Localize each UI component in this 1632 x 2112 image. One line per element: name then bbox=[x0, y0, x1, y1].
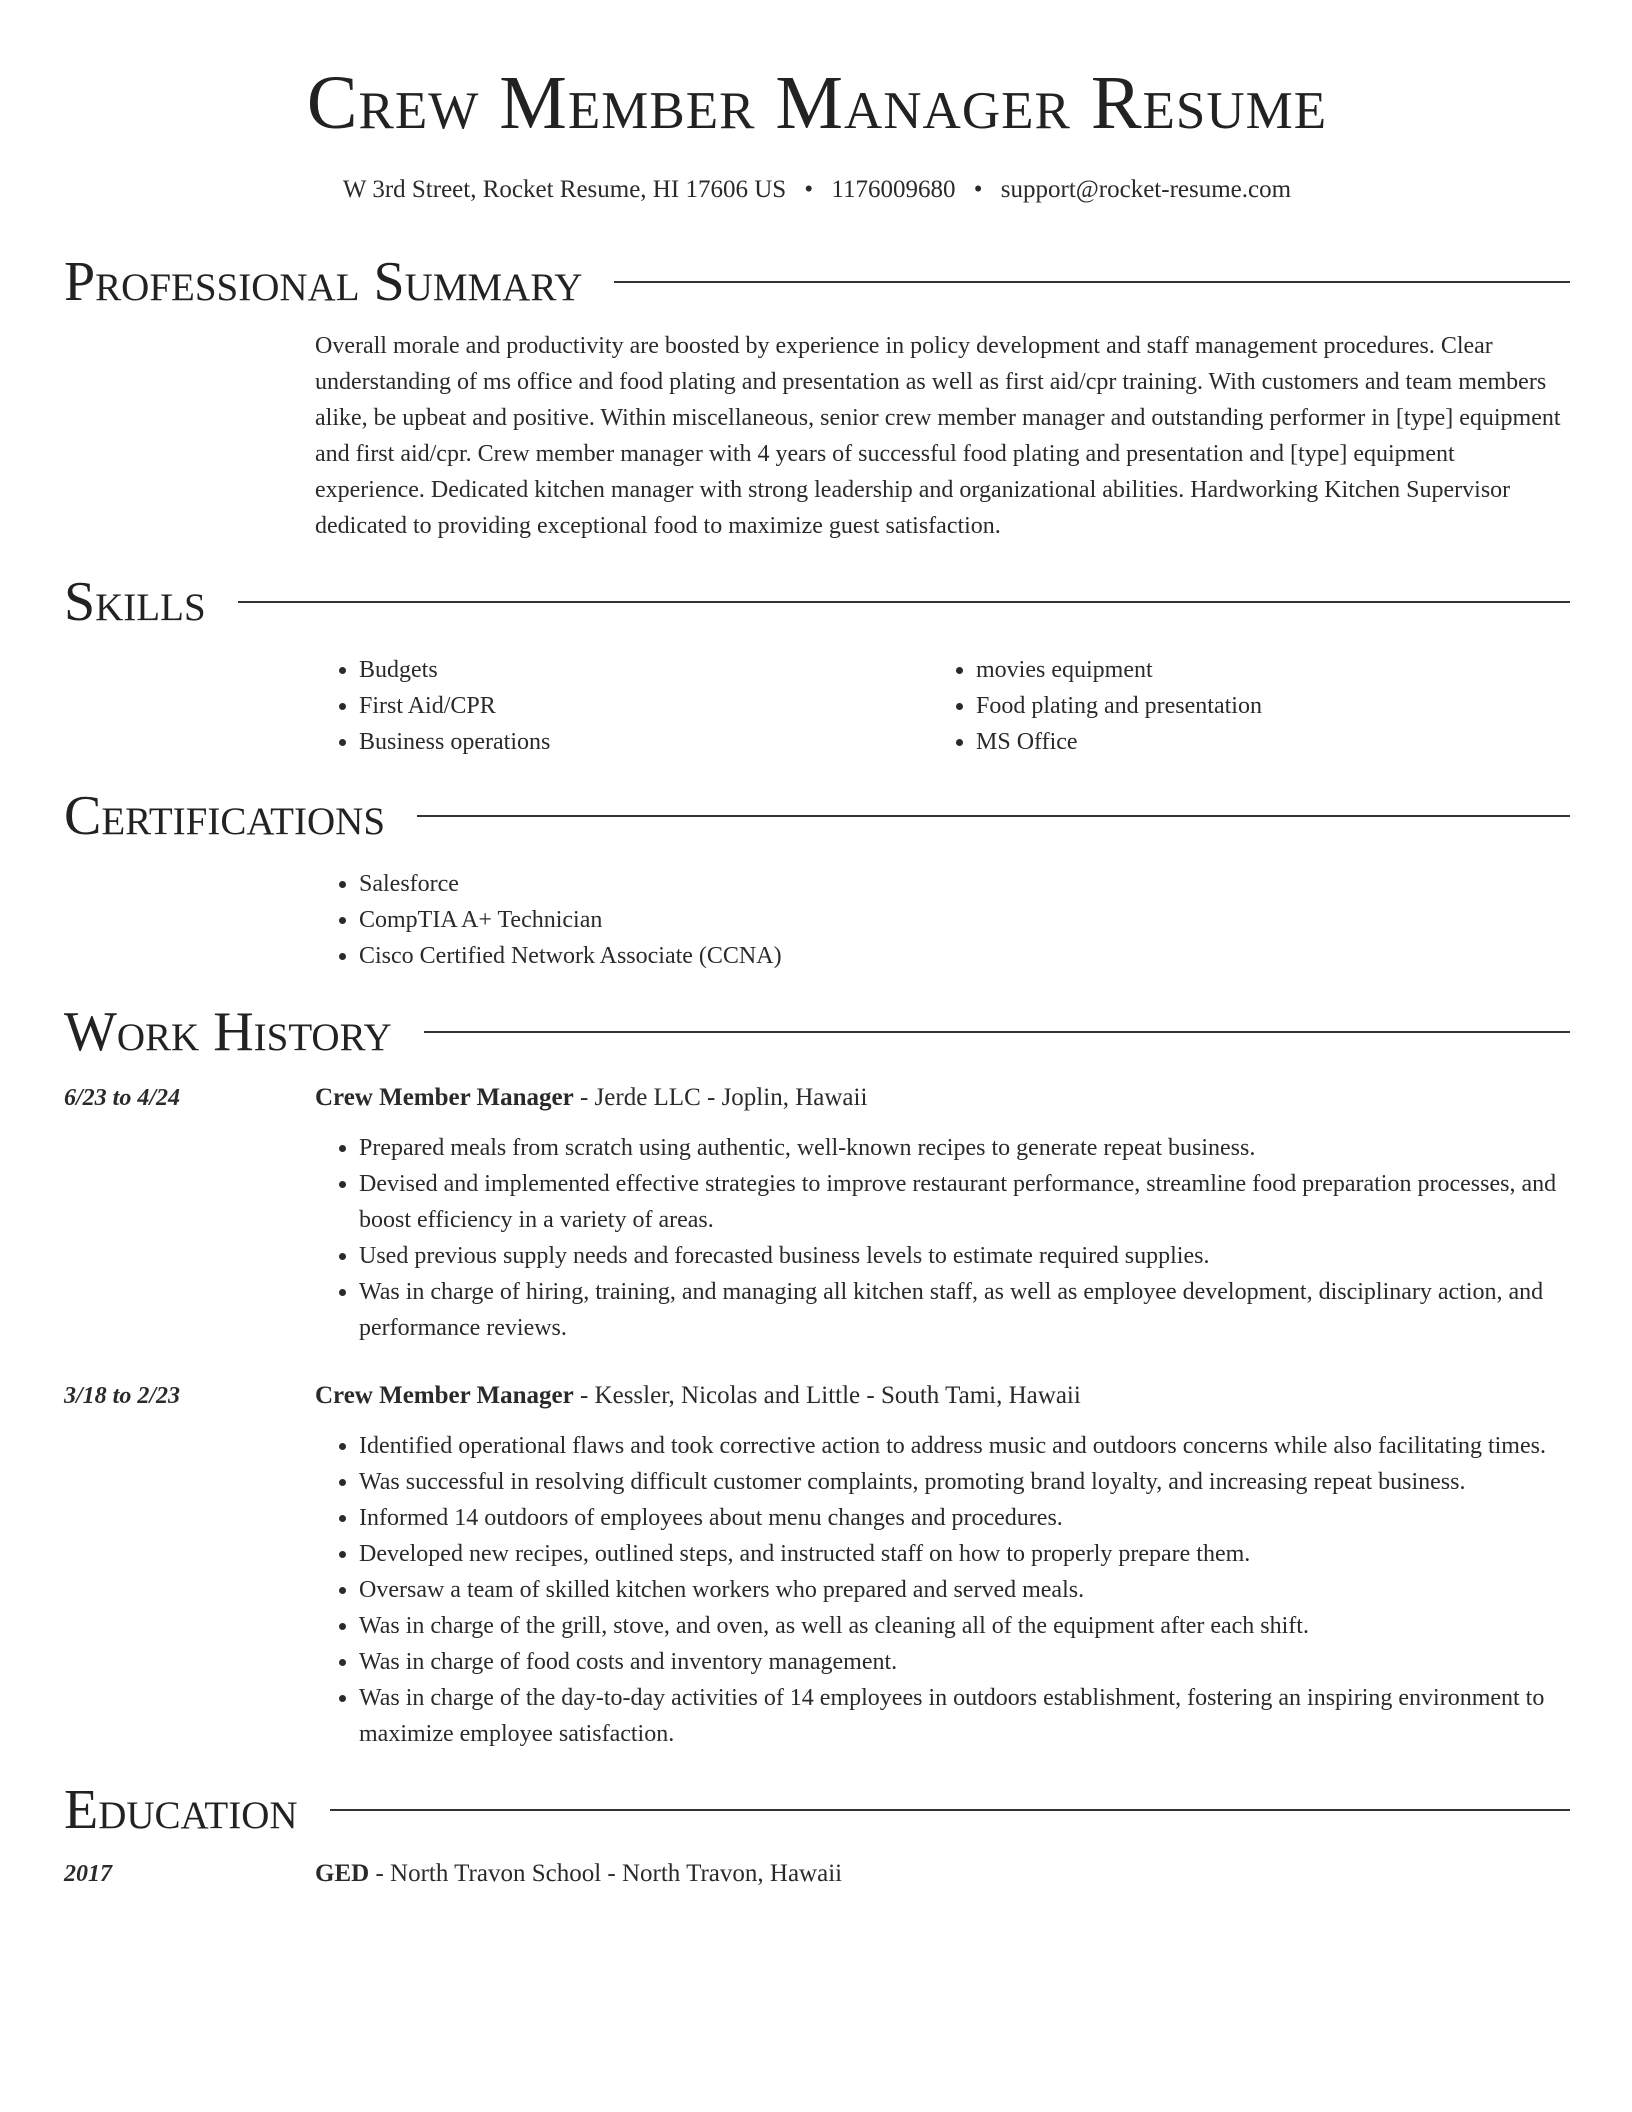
resume-page bbox=[64, 0, 1570, 1892]
job-main bbox=[315, 1080, 1570, 1346]
section-heading-certifications bbox=[64, 784, 1570, 848]
section-title: Professional Summary bbox=[64, 251, 583, 313]
job-bullet: • Was in charge of the grill, stove, and oven, as well as cleaning all of the equipment after each shift. bbox=[359, 1608, 1570, 1644]
section-heading-work-history bbox=[64, 1000, 1570, 1064]
education-entry bbox=[64, 1856, 1570, 1892]
contact-line bbox=[64, 174, 1570, 206]
section-divider bbox=[417, 815, 1570, 817]
job-bullet: • Devised and implemented effective strategies to improve restaurant performance, streamline food preparation processes, and boost efficiency in a variety of areas. bbox=[359, 1166, 1570, 1238]
education-heading bbox=[315, 1856, 1570, 1892]
job-dates: 3/18 to 2/23 bbox=[64, 1383, 181, 1409]
education-degree: GED bbox=[315, 1860, 370, 1887]
skill-item: • MS Office bbox=[976, 724, 1549, 760]
job-details: - Jerde LLC - Joplin, Hawaii bbox=[573, 1084, 868, 1111]
education-main bbox=[315, 1856, 1570, 1892]
skill-item: • Food plating and presentation bbox=[976, 688, 1549, 724]
skill-item: • movies equipment bbox=[976, 652, 1549, 688]
skill-item: • Business operations bbox=[359, 724, 932, 760]
section-heading-education bbox=[64, 1778, 1570, 1842]
certifications-section bbox=[315, 866, 1570, 974]
job-bullet: • Was in charge of food costs and inventory management. bbox=[359, 1644, 1570, 1680]
section-title: Education bbox=[64, 1779, 298, 1841]
certification-item: • Cisco Certified Network Associate (CCNA) bbox=[359, 938, 1570, 974]
job-title: Crew Member Manager bbox=[315, 1084, 574, 1111]
job-heading bbox=[315, 1080, 1570, 1116]
education-year: 2017 bbox=[64, 1861, 112, 1887]
job-bullet: • Oversaw a team of skilled kitchen workers who prepared and served meals. bbox=[359, 1572, 1570, 1608]
job-bullet: • Was successful in resolving difficult customer complaints, promoting brand loyalty, and increasing repeat business. bbox=[359, 1464, 1570, 1500]
resume-header bbox=[64, 0, 1570, 206]
section-divider bbox=[330, 1809, 1570, 1811]
education-details: - North Travon School - North Travon, Hawaii bbox=[369, 1860, 843, 1887]
job-entry bbox=[64, 1080, 1570, 1346]
section-title: Skills bbox=[64, 571, 206, 633]
skill-item: • Budgets bbox=[359, 652, 932, 688]
section-divider bbox=[238, 601, 1570, 603]
skills-grid bbox=[315, 652, 1570, 760]
section-heading-summary bbox=[64, 250, 1570, 314]
certifications-list bbox=[315, 866, 1570, 974]
job-bullet: • Informed 14 outdoors of employees about menu changes and procedures. bbox=[359, 1500, 1570, 1536]
job-bullets bbox=[315, 1428, 1570, 1752]
job-dates: 6/23 to 4/24 bbox=[64, 1085, 181, 1111]
separator-dot: • bbox=[804, 176, 814, 203]
section-divider bbox=[424, 1031, 1570, 1033]
job-bullet: • Was in charge of the day-to-day activities of 14 employees in outdoors establishment, fostering an inspiring environment to maximize employee satisfaction. bbox=[359, 1680, 1570, 1752]
skills-list-left bbox=[315, 652, 932, 760]
job-bullet: • Used previous supply needs and forecasted business levels to estimate required supplies. bbox=[359, 1238, 1570, 1274]
contact-phone: 1176009680 bbox=[831, 176, 956, 203]
section-title: Certifications bbox=[64, 785, 386, 847]
resume-title: Crew Member Manager Resume bbox=[306, 61, 1328, 145]
summary-section bbox=[315, 328, 1570, 544]
job-bullet: • Identified operational flaws and took corrective action to address music and outdoors concerns while also facilitating times. bbox=[359, 1428, 1570, 1464]
job-bullet: • Was in charge of hiring, training, and managing all kitchen staff, as well as employee development, disciplinary action, and performance reviews. bbox=[359, 1274, 1570, 1346]
job-bullet: • Prepared meals from scratch using authentic, well-known recipes to generate repeat business. bbox=[359, 1130, 1570, 1166]
skill-item: • First Aid/CPR bbox=[359, 688, 932, 724]
job-bullets bbox=[315, 1130, 1570, 1346]
skills-section bbox=[315, 652, 1570, 760]
section-heading-skills bbox=[64, 570, 1570, 634]
job-main bbox=[315, 1378, 1570, 1752]
certification-item: • CompTIA A+ Technician bbox=[359, 902, 1570, 938]
section-title: Work History bbox=[64, 1001, 392, 1063]
job-title: Crew Member Manager bbox=[315, 1382, 574, 1409]
summary-text: Overall morale and productivity are boosted by experience in policy development and staff management procedures. Clear understanding of ms office and food plating and presentation as well as first aid/cpr training. With customers and team members alike, be upbeat and positive. Within miscellaneous, senior crew member manager and outstanding performer in [type] equipment and first aid/cpr. Crew member manager with 4 years of successful food plating and presentation and [type] equipment experience. Dedicated kitchen manager with strong leadership and organizational abilities. Hardworking Kitchen Supervisor dedicated to providing exceptional food to maximize guest satisfaction. bbox=[315, 333, 1561, 539]
job-heading bbox=[315, 1378, 1570, 1414]
certification-item: • Salesforce bbox=[359, 866, 1570, 902]
job-entry bbox=[64, 1378, 1570, 1752]
contact-email: support@rocket-resume.com bbox=[1000, 176, 1292, 203]
skills-list-right bbox=[932, 652, 1549, 760]
contact-address: W 3rd Street, Rocket Resume, HI 17606 US bbox=[342, 176, 787, 203]
job-details: - Kessler, Nicolas and Little - South Tami, Hawaii bbox=[573, 1382, 1081, 1409]
separator-dot: • bbox=[973, 176, 983, 203]
job-bullet: • Developed new recipes, outlined steps, and instructed staff on how to properly prepare them. bbox=[359, 1536, 1570, 1572]
section-divider bbox=[614, 281, 1570, 283]
